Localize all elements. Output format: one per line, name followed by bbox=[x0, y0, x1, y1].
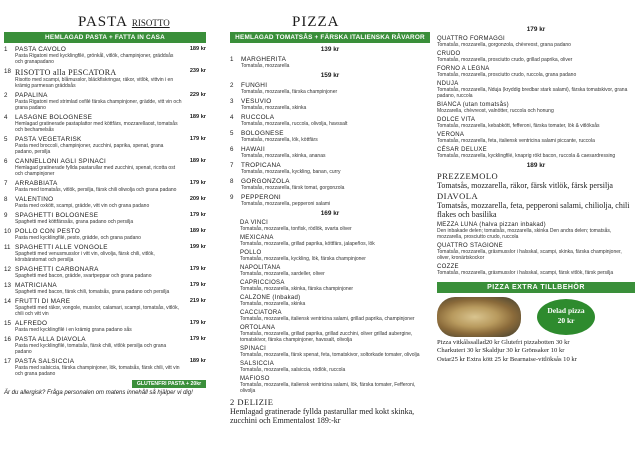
item-description: Tomatsås, mozzarella, skinka bbox=[241, 105, 307, 111]
delizie-desc: Hemlagad gratinerade fyllda pastarullar med kokt skinka, zucchini och Emmentalost 189:-kr bbox=[230, 407, 415, 425]
item-name: SPAGHETTI BOLOGNESE bbox=[15, 212, 99, 219]
item-description: Hemlagad gratinerade pastaplattor med köttfärs, mozzarellaost, tomatsås och bechamelsås bbox=[15, 121, 178, 133]
pizza-banner: HEMLAGAD TOMATSÅS + FÄRSKA ITALIENSKA RÅVAROR bbox=[230, 32, 430, 43]
extras-list bbox=[437, 339, 635, 364]
item-description: Tomatsås, mozzarella bbox=[241, 63, 290, 69]
pizza-item bbox=[437, 81, 635, 99]
pizza-item bbox=[437, 243, 635, 261]
item-name: PEPPERONI bbox=[241, 194, 281, 201]
item-number: 9 bbox=[230, 194, 234, 201]
pizza-item bbox=[437, 132, 635, 144]
pizza-item bbox=[437, 102, 635, 114]
pizza-item bbox=[437, 36, 635, 48]
pizza-item bbox=[437, 117, 635, 129]
item-number: 6 bbox=[4, 158, 8, 165]
delizie-number: 2 bbox=[230, 397, 235, 407]
item-name: SALSICCIA bbox=[240, 361, 275, 367]
item-description: Tomatsås, mozzarella, gräsmusslor i halsskal, scampi, skinka, färska champinjoner, oliver, kronärtskockor bbox=[437, 249, 622, 261]
pasta-item bbox=[4, 298, 206, 317]
shared-pizza-badge: Delad pizza 20 kr bbox=[537, 299, 595, 335]
item-name: QUATTRO FORMAGGI bbox=[437, 36, 506, 42]
item-number: 10 bbox=[4, 228, 11, 235]
pizza-item bbox=[240, 361, 430, 373]
pizza-column bbox=[230, 0, 430, 425]
pasta-item bbox=[4, 196, 206, 209]
item-description: Tomatsås, mozzarella, skinka, ananas bbox=[241, 153, 326, 159]
item-description: Tomatsås, mozzarella, färsk tomat, gorgonzola bbox=[241, 185, 345, 191]
prezzemolo-item: PREZZEMOLO Tomatsås, mozzarella, räkor, färsk vitlök, färsk persilja bbox=[437, 171, 613, 190]
item-name: TROPICANA bbox=[241, 162, 281, 169]
pasta-item bbox=[4, 212, 206, 225]
item-name: PASTA SALSICCIA bbox=[15, 358, 75, 365]
pizza-item bbox=[230, 130, 430, 143]
diavola-item: DIAVOLA Tomatsås, mozzarella, feta, pepperoni salami, chiliolja, chili flakes och basilika bbox=[437, 191, 630, 219]
pasta-item bbox=[4, 320, 206, 333]
item-number: 17 bbox=[4, 358, 11, 365]
item-name: FRUTTI DI MARE bbox=[15, 298, 71, 305]
item-name: VERONA bbox=[437, 132, 465, 138]
pasta-title: PASTA RISOTTO bbox=[78, 14, 170, 30]
pizza-item bbox=[240, 280, 430, 292]
item-description: Tomatsås, mozzarella, kycklingfilé, knaprig rökt bacon, ruccola & caesardressing bbox=[437, 153, 616, 159]
item-number: 1 bbox=[4, 46, 8, 53]
price-heading-179: 179 kr bbox=[526, 26, 546, 33]
delizie-name: DELIZIE bbox=[237, 397, 274, 407]
item-price: 189 kr bbox=[189, 114, 206, 120]
item-number: 13 bbox=[4, 282, 11, 289]
item-name: GORGONZOLA bbox=[241, 178, 290, 185]
pizza-photo-area bbox=[437, 297, 635, 339]
item-price: 189 kr bbox=[189, 158, 206, 164]
item-description: Tomatsås, mozzarella, färsk spenat, feta, tomatskivor, soltorkade tomater, olivolja bbox=[240, 352, 420, 358]
pizza-item bbox=[240, 376, 430, 394]
pizza-extra-banner: PIZZA EXTRA TILLBEHÖR bbox=[437, 282, 635, 293]
item-name: CAPRICCIOSA bbox=[240, 280, 285, 286]
item-number: 15 bbox=[4, 320, 11, 327]
item-price: 179 kr bbox=[189, 212, 206, 218]
item-description: Tomatsås, mozzarella, italiensk ventricina salami, lök, färska tomater, Fefferoni, olivolja bbox=[240, 382, 416, 394]
item-name: MARGHERITA bbox=[241, 56, 287, 63]
item-description: Spaghetti med bacon, färsk chili, tomatsås, grana padano och persilja bbox=[15, 289, 170, 295]
pizza-group-4 bbox=[437, 36, 635, 159]
item-number: 8 bbox=[4, 196, 8, 203]
item-description: Tomatsås, mozzarella, gorgonzola, chèvreost, grana padano bbox=[437, 42, 571, 48]
pizza-item bbox=[230, 146, 430, 159]
item-name: DOLCE VITA bbox=[437, 117, 476, 123]
item-description: Pasta med salsiccia, färska champinjoner, lök, tomatsås, färsk chili, vitt vin och grana padano bbox=[15, 365, 180, 377]
item-description: Tomatsås, mozzarella, prosciutto crudo, ruccola, grana padano bbox=[437, 72, 577, 78]
pasta-item bbox=[4, 244, 206, 263]
item-name: SPINACI bbox=[240, 346, 267, 352]
pasta-item bbox=[4, 180, 206, 193]
item-number: 5 bbox=[230, 130, 234, 137]
pizza-item bbox=[437, 222, 635, 240]
pizza-item bbox=[240, 295, 430, 307]
pizza-item bbox=[240, 325, 430, 343]
delizie-item bbox=[230, 398, 430, 425]
item-name: ALFREDO bbox=[15, 320, 48, 327]
item-price: 209 kr bbox=[189, 196, 206, 202]
item-number: 7 bbox=[230, 162, 234, 169]
pizza-item bbox=[230, 194, 430, 207]
item-name: LASAGNE BOLOGNESE bbox=[15, 114, 93, 121]
item-description: Pasta med oxkött, scampi, grädde, vitt vin och grana padano bbox=[15, 203, 150, 209]
item-number: 4 bbox=[4, 114, 8, 121]
pizza-group-2 bbox=[230, 82, 430, 207]
item-price: 189 kr bbox=[189, 228, 206, 234]
item-description: Risotto med scampi, blåmusslor, bläckfiskringar, räkor, vitlök, vittvin i en krämig parmesan gräddsås bbox=[15, 77, 174, 89]
item-price: 179 kr bbox=[189, 336, 206, 342]
pasta-item bbox=[4, 228, 206, 241]
pasta-item bbox=[4, 114, 206, 133]
pizza-group-1 bbox=[230, 56, 430, 69]
item-name: BOLOGNESE bbox=[241, 130, 284, 137]
pasta-item bbox=[4, 68, 206, 89]
pasta-item bbox=[4, 136, 206, 155]
item-price: 179 kr bbox=[189, 266, 206, 272]
pasta-item bbox=[4, 46, 206, 65]
item-number: 12 bbox=[4, 266, 11, 273]
item-name: PAPALINA bbox=[15, 92, 48, 99]
item-number: 3 bbox=[230, 98, 234, 105]
pizza-item bbox=[437, 264, 635, 276]
price-heading-159: 159 kr bbox=[320, 72, 340, 79]
item-name: SPAGHETTI CARBONARA bbox=[15, 266, 99, 273]
item-price: 189 kr bbox=[189, 46, 206, 52]
pizza-item bbox=[240, 346, 430, 358]
item-description: Pasta med tomatsås, vitlök, persilja, färsk chili oliwolja och grana padano bbox=[15, 187, 177, 193]
item-number: 14 bbox=[4, 298, 11, 305]
pizza-item bbox=[230, 162, 430, 175]
item-name: FUNGHI bbox=[241, 82, 268, 89]
pizza-item bbox=[437, 51, 635, 63]
pizza-item bbox=[437, 66, 635, 78]
item-number: 18 bbox=[4, 68, 11, 75]
risotto-subtitle: RISOTTO bbox=[131, 18, 170, 28]
pizza-item bbox=[230, 98, 430, 111]
extras-line: Charkuteri 30 kr Skaldjur 30 kr Grönsaker 10 kr bbox=[437, 347, 565, 355]
item-name: MATRICIANA bbox=[15, 282, 57, 289]
item-name: MEZZA LUNA (halva pizzan inbakad) bbox=[437, 222, 546, 228]
item-description: Tomatsås, mozzarella, Nduja (kryddig bredbar stark salami), färska tomatskivor, grana padano, ruccola bbox=[437, 87, 628, 99]
item-description: Tomatsås, mozzarella, kebabkött, fefferoni, färska tomater, lök & vitlöksås bbox=[437, 123, 600, 129]
item-description: Tomatsås, mozzarella, gräsmusslor i halsskal, scampi, färsk vitlök, färsk persilja bbox=[437, 270, 614, 276]
item-description: Tomatsås, mozzarella, salsiccia, rödlök, ruccola bbox=[240, 367, 346, 373]
item-name: SPAGHETTI ALLE VONGOLE bbox=[15, 244, 108, 251]
item-price: 179 kr bbox=[189, 136, 206, 142]
item-price: 179 kr bbox=[189, 282, 206, 288]
item-number: 2 bbox=[4, 92, 8, 99]
item-name: CANNELLONI AGLI SPINACI bbox=[15, 158, 107, 165]
pasta-item bbox=[4, 92, 206, 111]
item-name: VESUVIO bbox=[241, 98, 272, 105]
item-number: 6 bbox=[230, 146, 234, 153]
price-heading-139: 139 kr bbox=[320, 46, 340, 53]
item-description: Spaghetti med räkor, vongole, musslor, calamari, scampi, tomatsås, vitlök, chili och vitt vin bbox=[15, 305, 179, 317]
item-description: Tomatsås, mozzarella, skinka, färska champinjoner bbox=[240, 286, 354, 292]
price-heading-169: 169 kr bbox=[320, 210, 340, 217]
pizza-item bbox=[230, 82, 430, 95]
item-description: Tomatsås, mozzarella, kyckling, lök, färska champinjoner bbox=[240, 256, 366, 262]
pizza-photo bbox=[437, 297, 521, 337]
extras-line: Pizza vitkålssallad20 kr Glutefri pizzabotten 30 kr bbox=[437, 339, 570, 346]
item-name: CRUDO bbox=[437, 51, 461, 57]
item-name: DA VINCI bbox=[240, 220, 269, 226]
item-name: PASTA ALLA DIAVOLA bbox=[15, 336, 86, 343]
item-description: Tomatsås, mozzarella, grillad paprika, köttfärs, jalapeños, lök bbox=[240, 241, 375, 247]
pasta-item bbox=[4, 336, 206, 355]
item-name: MEXICANA bbox=[240, 235, 274, 241]
item-price: 239 kr bbox=[189, 68, 206, 74]
pizza-item bbox=[240, 250, 430, 262]
pizza-item bbox=[240, 220, 430, 232]
item-name: NDUJA bbox=[437, 81, 459, 87]
item-name: NAPOLITANA bbox=[240, 265, 281, 271]
item-description: Tomatsås, mozzarella, italiensk ventricina salami, grillad paprika, champinjoner bbox=[240, 316, 415, 322]
item-name: PASTA CAVOLO bbox=[15, 46, 67, 53]
item-name: POLLO CON PESTO bbox=[15, 228, 81, 235]
item-number: 16 bbox=[4, 336, 11, 343]
item-number: 8 bbox=[230, 178, 234, 185]
item-price: 219 kr bbox=[189, 298, 206, 304]
allergy-note: Är du allergisk? Fråga personalen om matens innehåll så hjälper vi dig! bbox=[4, 390, 193, 396]
item-price: 179 kr bbox=[189, 320, 206, 326]
item-description: Tomatsås, mozzarella, grillad paprika, grillad zucchini, oliver grillad aubergine, tomatskivor, färska champinjoner, havssalt, olivolja bbox=[240, 331, 413, 343]
item-name: CACCIATORA bbox=[240, 310, 282, 316]
pizza-item bbox=[240, 265, 430, 277]
item-description: Tomatsås, mozzarella, skinka bbox=[240, 301, 306, 307]
item-number: 2 bbox=[230, 82, 234, 89]
item-description: Pasta Rigatoni med kycklingfilé, grönkål, vitlök, champinjoner, gräddsås och granapadano bbox=[15, 53, 174, 65]
item-description: Pasta Rigatoni med strimlad oxfilé färska champinjoner, grädde, vitt vin och grana padano bbox=[15, 99, 182, 111]
pizza-item bbox=[230, 56, 430, 69]
item-number: 5 bbox=[4, 136, 8, 143]
item-description: Spaghetti med venusmusslor i vitt vin, olivolja, färsk chili, vitlök, körsbärstomat och persilja bbox=[15, 251, 155, 263]
item-name: BIANCA (utan tomatsås) bbox=[437, 102, 509, 108]
pizza-item bbox=[437, 147, 635, 159]
item-name: FORNO A LEGNA bbox=[437, 66, 490, 72]
item-description: Spaghetti med köttfärssås, grana padano och persilja bbox=[15, 219, 134, 225]
item-price: 189 kr bbox=[189, 358, 206, 364]
item-description: Tomatsås, mozzarella, sardeller, oliver bbox=[240, 271, 325, 277]
pasta-item bbox=[4, 158, 206, 177]
item-description: Tomatsås, mozzarella, färska champinjoner bbox=[241, 89, 338, 95]
item-description: Pasta med kycklingfilé i en krämig grana padano sås bbox=[15, 327, 132, 333]
extras-line: Ostar25 kr Extra kött 25 kr Bearnaise-vitlöksås 10 kr bbox=[437, 355, 577, 363]
item-price: 179 kr bbox=[189, 180, 206, 186]
item-description: Tomatsås, mozzarella, prosciutto crudo, grillad paprika, oliver bbox=[437, 57, 573, 63]
item-name: QUATTRO STAGIONE bbox=[437, 243, 503, 249]
item-number: 4 bbox=[230, 114, 234, 121]
pizza-item bbox=[240, 235, 430, 247]
item-name: ORTOLANA bbox=[240, 325, 276, 331]
item-description: Den inbakade delen; tomatsås, mozzarella, skinka Den andra delen; tomatsås, mozzarella, prosciutto crudo, ruccola bbox=[437, 228, 612, 240]
item-number: 9 bbox=[4, 212, 8, 219]
pizza-item bbox=[230, 178, 430, 191]
item-number: 7 bbox=[4, 180, 8, 187]
gluten-free-note: GLUTENFRI PASTA + 20kr bbox=[132, 380, 206, 388]
item-price: 229 kr bbox=[189, 92, 206, 98]
pasta-item bbox=[4, 358, 206, 377]
item-description: Tomatsås, mozzarella, kyckling, banan, curry bbox=[241, 169, 341, 175]
pasta-item bbox=[4, 282, 206, 295]
pizza-group-3 bbox=[230, 220, 430, 394]
item-description: Spaghetti med bacon, grädde, svartpeppar och grana padano bbox=[15, 273, 152, 279]
pasta-banner: HEMLAGAD PASTA + FATTA IN CASA bbox=[4, 32, 206, 43]
pizza-title: PIZZA bbox=[292, 14, 340, 30]
pizza-column-right bbox=[437, 0, 635, 364]
pizza-group-5 bbox=[437, 222, 635, 276]
item-description: Hemlagad gratinerade fyllda pastarullar med zucchini, spenat, ricotta ost och champinjoner bbox=[15, 165, 176, 177]
item-description: Pasta med kycklingfilé, tomatsås, färsk chili, vitlök persilja och grana padano bbox=[15, 343, 167, 355]
item-number: 11 bbox=[4, 244, 11, 251]
pasta-list bbox=[4, 46, 206, 377]
item-name: CÉSAR DELUXE bbox=[437, 147, 487, 153]
item-name: COZZE bbox=[437, 264, 459, 270]
item-name: VALENTINO bbox=[15, 196, 54, 203]
item-description: Tomatsås, mozzarella, ruccola, olivolja, havssalt bbox=[241, 121, 348, 127]
item-name: POLLO bbox=[240, 250, 262, 256]
item-name: RISOTTO alla PESCATORA bbox=[15, 68, 117, 77]
price-heading-189: 189 kr bbox=[526, 162, 546, 169]
item-price: 199 kr bbox=[189, 244, 206, 250]
item-description: Tomatsås, mozzarella, pepperoni salami bbox=[241, 201, 331, 207]
pizza-item bbox=[240, 310, 430, 322]
item-name: ARRABBIATA bbox=[15, 180, 58, 187]
item-name: CALZONE (Inbakad) bbox=[240, 295, 301, 301]
pasta-column bbox=[4, 0, 206, 396]
item-number: 1 bbox=[230, 56, 234, 63]
item-description: Tomatsås, mozzarella, tonfisk, rödlök, svarta oliver bbox=[240, 226, 352, 232]
item-name: HAWAII bbox=[241, 146, 266, 153]
pizza-item bbox=[230, 114, 430, 127]
pasta-item bbox=[4, 266, 206, 279]
item-name: MAFIOSO bbox=[240, 376, 270, 382]
item-name: RUCCOLA bbox=[241, 114, 275, 121]
item-description: Tomatsås, mozzarella, feta, italiensk ventricina salami piccante, ruccola bbox=[437, 138, 595, 144]
item-description: Tomatsås, mozzarella, lök, köttfärs bbox=[241, 137, 318, 143]
item-name: PASTA VEGETARISK bbox=[15, 136, 82, 143]
item-description: Mozzarella, chèvreost, valnötter, ruccola och honung bbox=[437, 108, 554, 114]
item-description: Pasta med broccoli, champinjoner, zucchini, paprika, spenat, grana padano, persilja bbox=[15, 143, 164, 155]
item-description: Pasta med kycklingfilé, pesto, grädde, och grana padano bbox=[15, 235, 141, 241]
